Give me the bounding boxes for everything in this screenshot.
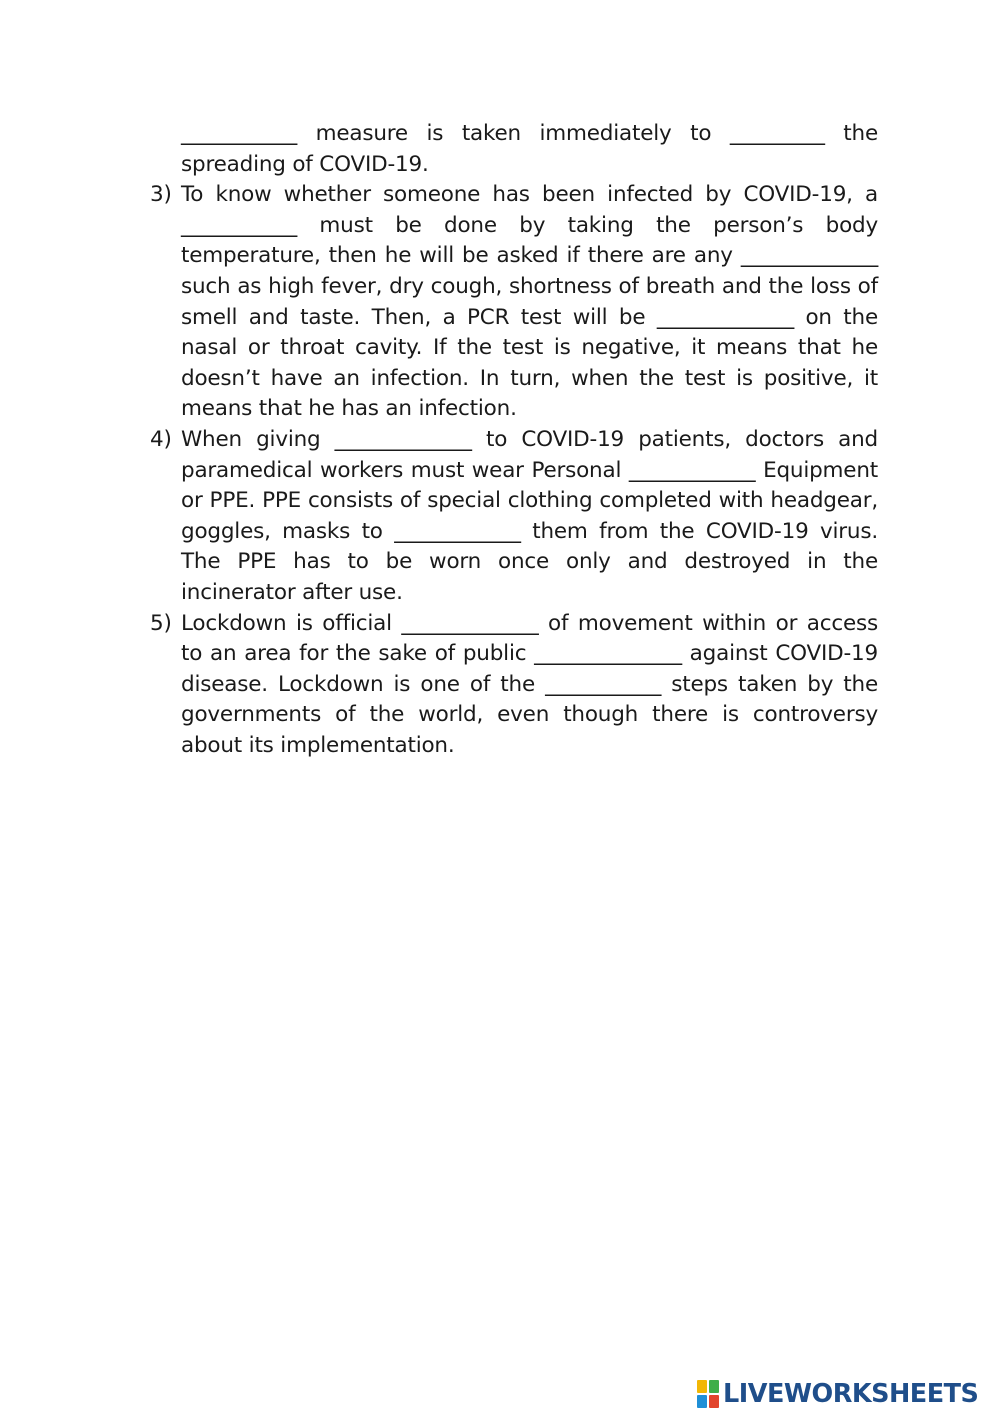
logo-tile xyxy=(709,1395,719,1408)
list-item-5 xyxy=(150,609,878,762)
logo-text: LIVEWORKSHEETS xyxy=(723,1379,979,1409)
item-text: Lockdown is official _____________ of movement within or access to an area for the sake of public ______________ against COVID-19 disease. Lockdown is one of the ___________ steps taken by the governments of the world, even though there is controversy about its implementation. xyxy=(181,610,878,758)
item-text: To know whether someone has been infected by COVID-19, a ___________ must be done by taking the person’s body temperature, then he will be asked if there are any _____________ such as high fever, dry cough, shortness of breath and the loss of smell and taste. Then, a PCR test will be _____________ on the nasal or throat cavity. If the test is negative, it means that he doesn’t have an infection. In turn, when the test is positive, it means that he has an infection. xyxy=(181,182,878,422)
logo-tile xyxy=(697,1395,707,1408)
item-2-continuation: ___________ measure is taken immediately to _________ the spreading of COVID-19. xyxy=(181,121,878,177)
item-text: When giving _____________ to COVID-19 patients, doctors and paramedical workers must wear Personal ____________ Equipment or PPE. PPE consists of special clothing completed with headgear, goggles, masks to ____________ them from the COVID-19 virus. The PPE has to be worn once only and destroyed in the incinerator after use. xyxy=(181,426,878,605)
liveworksheets-logo[interactable] xyxy=(697,1378,978,1410)
list-item-3 xyxy=(150,180,878,425)
logo-tile xyxy=(697,1380,707,1393)
liveworksheets-logo-icon xyxy=(697,1380,719,1408)
list-item-4 xyxy=(150,425,878,609)
logo-tile xyxy=(709,1380,719,1393)
worksheet-body xyxy=(150,119,878,761)
item-number: 4) xyxy=(150,426,172,452)
item-number: 5) xyxy=(150,610,172,636)
item-number: 3) xyxy=(150,182,172,208)
